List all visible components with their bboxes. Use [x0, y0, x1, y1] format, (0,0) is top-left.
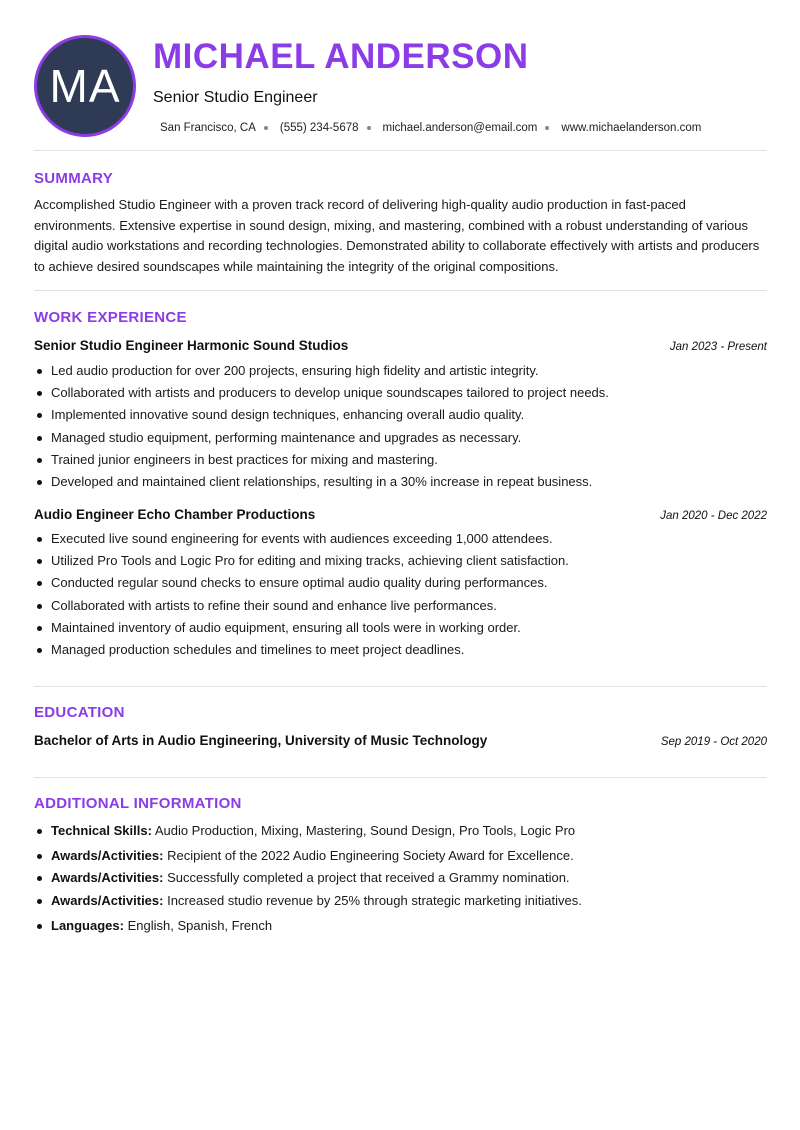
list-item: Managed studio equipment, performing maintenance and upgrades as necessary. — [34, 427, 767, 449]
divider — [34, 777, 767, 778]
list-item — [34, 867, 767, 889]
avatar — [34, 35, 136, 137]
job-dates: Jan 2023 - Present — [669, 341, 767, 353]
summary-heading: SUMMARY — [34, 170, 114, 187]
item-label: Technical Skills: — [51, 823, 152, 838]
divider — [34, 290, 767, 291]
list-item — [34, 915, 767, 937]
education-heading: EDUCATION — [34, 704, 125, 721]
list-item: Implemented innovative sound design techniques, enhancing overall audio quality. — [34, 404, 767, 426]
list-item — [34, 890, 767, 912]
experience-heading: WORK EXPERIENCE — [34, 309, 187, 326]
separator-dot — [264, 126, 268, 130]
job-title: Audio Engineer Echo Chamber Productions — [34, 507, 316, 522]
divider — [34, 686, 767, 687]
list-item — [34, 820, 767, 842]
degree: Bachelor of Arts in Audio Engineering, University of Music Technology — [34, 733, 488, 748]
list-item — [34, 845, 767, 867]
job-title: Senior Studio Engineer Harmonic Sound Studios — [34, 338, 349, 353]
list-item: Trained junior engineers in best practices for mixing and mastering. — [34, 449, 767, 471]
job-bullets — [34, 360, 767, 493]
contact-location: San Francisco, CA — [160, 122, 256, 134]
contact-bar — [160, 120, 701, 136]
list-item: Collaborated with artists and producers to develop unique soundscapes tailored to project needs. — [34, 382, 767, 404]
job-bullets — [34, 528, 767, 661]
additional-heading: ADDITIONAL INFORMATION — [34, 795, 242, 812]
item-text: Audio Production, Mixing, Mastering, Sound Design, Pro Tools, Logic Pro — [151, 823, 576, 838]
item-text: Recipient of the 2022 Audio Engineering Society Award for Excellence. — [163, 848, 574, 864]
summary-text: Accomplished Studio Engineer with a proven track record of delivering high-quality audio production in fast-paced environments. Extensive expertise in sound design, mixing, and mastering, combined with a robust understanding of various digital audio workstations and recording technologies. Demonstrated ability to collaborate effectively with artists and producers to achieve desired soundscapes while maintaining the integrity of the original compositions. — [34, 197, 760, 275]
avatar-initials: MA — [49, 60, 121, 112]
item-text: Increased studio revenue by 25% through strategic marketing initiatives. — [163, 892, 582, 908]
list-item: Utilized Pro Tools and Logic Pro for editing and mixing tracks, achieving client satisfaction. — [34, 550, 767, 572]
job-dates: Jan 2020 - Dec 2022 — [660, 510, 767, 522]
separator-dot — [545, 126, 549, 130]
additional-list — [34, 820, 767, 937]
item-label: Languages: — [51, 917, 124, 933]
contact-email[interactable]: michael.anderson@email.com — [382, 122, 538, 134]
candidate-role: Senior Studio Engineer — [153, 89, 318, 106]
item-label: Awards/Activities: — [51, 848, 164, 864]
separator-dot — [367, 126, 371, 130]
list-item: Collaborated with artists to refine their sound and enhance live performances. — [34, 595, 767, 617]
list-item: Managed production schedules and timelines to meet project deadlines. — [34, 639, 767, 661]
item-label: Awards/Activities: — [51, 870, 164, 886]
list-item: Conducted regular sound checks to ensure optimal audio quality during performances. — [34, 572, 767, 594]
list-item: Led audio production for over 200 projects, ensuring high fidelity and artistic integrity. — [34, 360, 767, 382]
list-item: Maintained inventory of audio equipment, ensuring all tools were in working order. — [34, 617, 767, 639]
item-label: Awards/Activities: — [51, 892, 164, 908]
education-dates: Sep 2019 - Oct 2020 — [660, 736, 767, 748]
divider — [34, 150, 767, 151]
item-text: Successfully completed a project that received a Grammy nomination. — [163, 870, 570, 886]
contact-website[interactable]: www.michaelanderson.com — [561, 122, 702, 134]
list-item: Executed live sound engineering for events with audiences exceeding 1,000 attendees. — [34, 528, 767, 550]
item-text: English, Spanish, French — [123, 917, 273, 933]
candidate-name: MICHAEL ANDERSON — [153, 37, 529, 76]
list-item: Developed and maintained client relationships, resulting in a 30% increase in repeat business. — [34, 471, 767, 493]
contact-phone[interactable]: (555) 234-5678 — [279, 122, 359, 134]
